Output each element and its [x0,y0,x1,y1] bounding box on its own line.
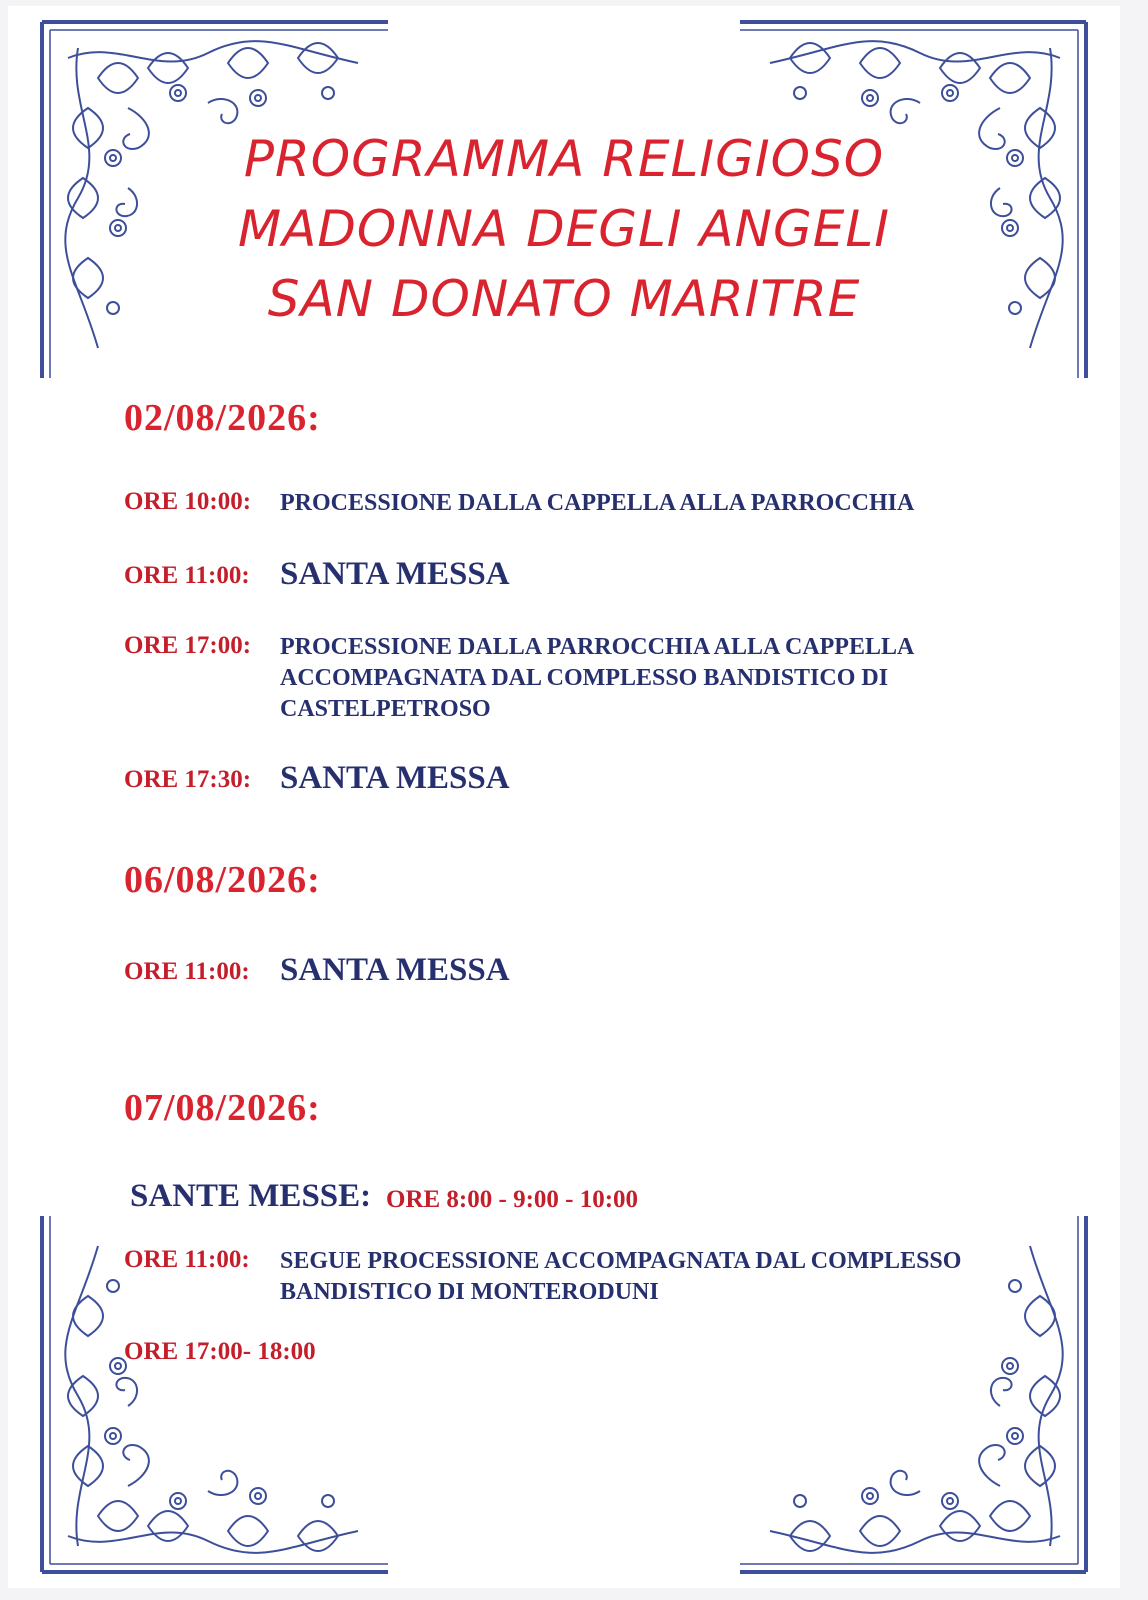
title-line-3: SAN DONATO MARITRE [267,270,861,328]
masses-label: SANTE MESSE: [130,1178,372,1214]
event-time: ORE 11:00: [124,958,250,985]
masses-times: ORE 8:00 - 9:00 - 10:00 [386,1186,639,1213]
event-time: ORE 17:00: [124,632,252,659]
date-heading-day-2: 06/08/2026: [124,859,321,901]
event-time: ORE 17:30: [124,766,252,793]
event-time: ORE 11:00: [124,1246,250,1273]
title-line-2: MADONNA DEGLI ANGELI [238,200,890,258]
event-time: ORE 17:00- 18:00 [124,1338,316,1365]
date-heading-day-1: 02/08/2026: [124,397,321,439]
event-description: SANTA MESSA [280,952,510,988]
title-line-1: PROGRAMMA RELIGIOSO [243,130,885,188]
event-description: SEGUE PROCESSIONE ACCOMPAGNATA DAL COMPLESSO BANDISTICO DI MONTERODUNI [280,1248,962,1305]
event-description: SANTA MESSA [280,556,510,592]
event-time: ORE 10:00: [124,488,252,515]
event-description: SANTA MESSA [280,760,510,796]
flyer-page [8,6,1120,1588]
event-description: PROCESSIONE DALLA CAPPELLA ALLA PARROCCHIA [280,490,915,516]
date-heading-day-3: 07/08/2026: [124,1087,321,1129]
event-description: PROCESSIONE DALLA PARROCCHIA ALLA CAPPELLA ACCOMPAGNATA DAL COMPLESSO BANDISTICO DI CASTELPETROSO [280,634,913,722]
event-time: ORE 11:00: [124,562,250,589]
